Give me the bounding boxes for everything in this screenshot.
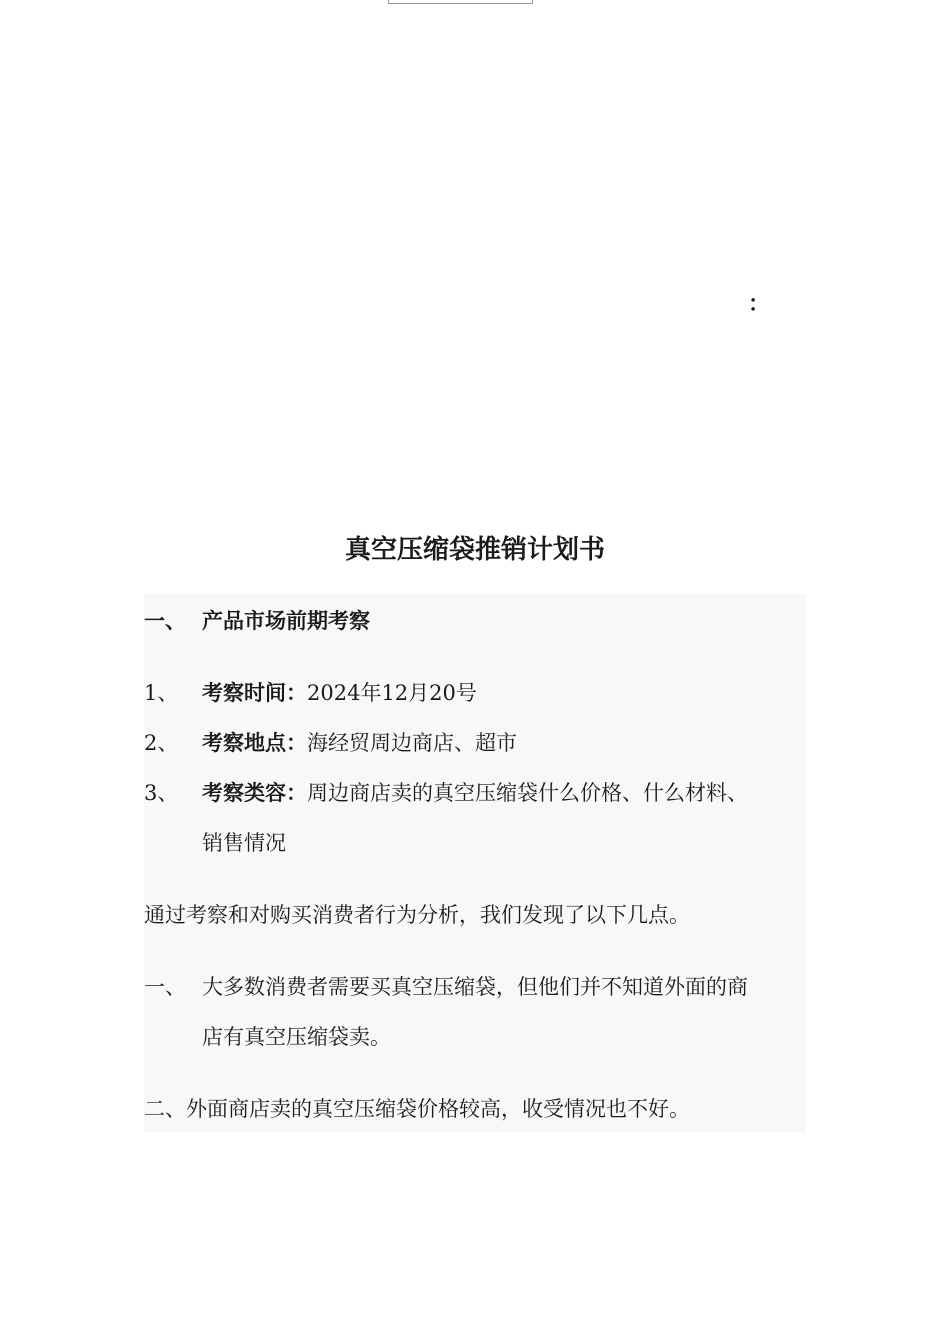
item-number: 1、 bbox=[144, 681, 179, 705]
finding-text: 大多数消费者需要买真空压缩袋，但他们并不知道外面的商 bbox=[202, 975, 748, 999]
item-text bbox=[202, 778, 748, 808]
document-body bbox=[144, 594, 806, 1132]
document-title: 真空压缩袋推销计划书 bbox=[344, 535, 605, 565]
item-value: 2024年12月20号 bbox=[307, 681, 477, 705]
item-label: 考察地点： bbox=[202, 730, 307, 755]
item-value: 海经贸周边商店、超市 bbox=[307, 731, 517, 755]
item-text bbox=[202, 728, 517, 758]
corner-mark: ： bbox=[748, 291, 771, 317]
item-number: 2、 bbox=[144, 731, 179, 755]
header-frame bbox=[388, 0, 533, 4]
finding-number: 一、 bbox=[144, 975, 186, 999]
item-value: 周边商店卖的真空压缩袋什么价格、什么材料、 bbox=[307, 781, 748, 805]
section-number: 一、 bbox=[144, 608, 186, 633]
section-title: 产品市场前期考察 bbox=[202, 608, 370, 633]
item-text bbox=[202, 678, 477, 708]
intro-paragraph: 通过考察和对购买消费者行为分析，我们发现了以下几点。 bbox=[144, 903, 690, 927]
item-number: 3、 bbox=[144, 781, 179, 805]
item-value-continued: 销售情况 bbox=[202, 831, 286, 855]
finding-text-continued: 店有真空压缩袋卖。 bbox=[202, 1025, 391, 1049]
finding-item: 二、外面商店卖的真空压缩袋价格较高，收受情况也不好。 bbox=[144, 1097, 690, 1121]
item-label: 考察类容： bbox=[202, 780, 307, 805]
item-label: 考察时间： bbox=[202, 680, 307, 705]
